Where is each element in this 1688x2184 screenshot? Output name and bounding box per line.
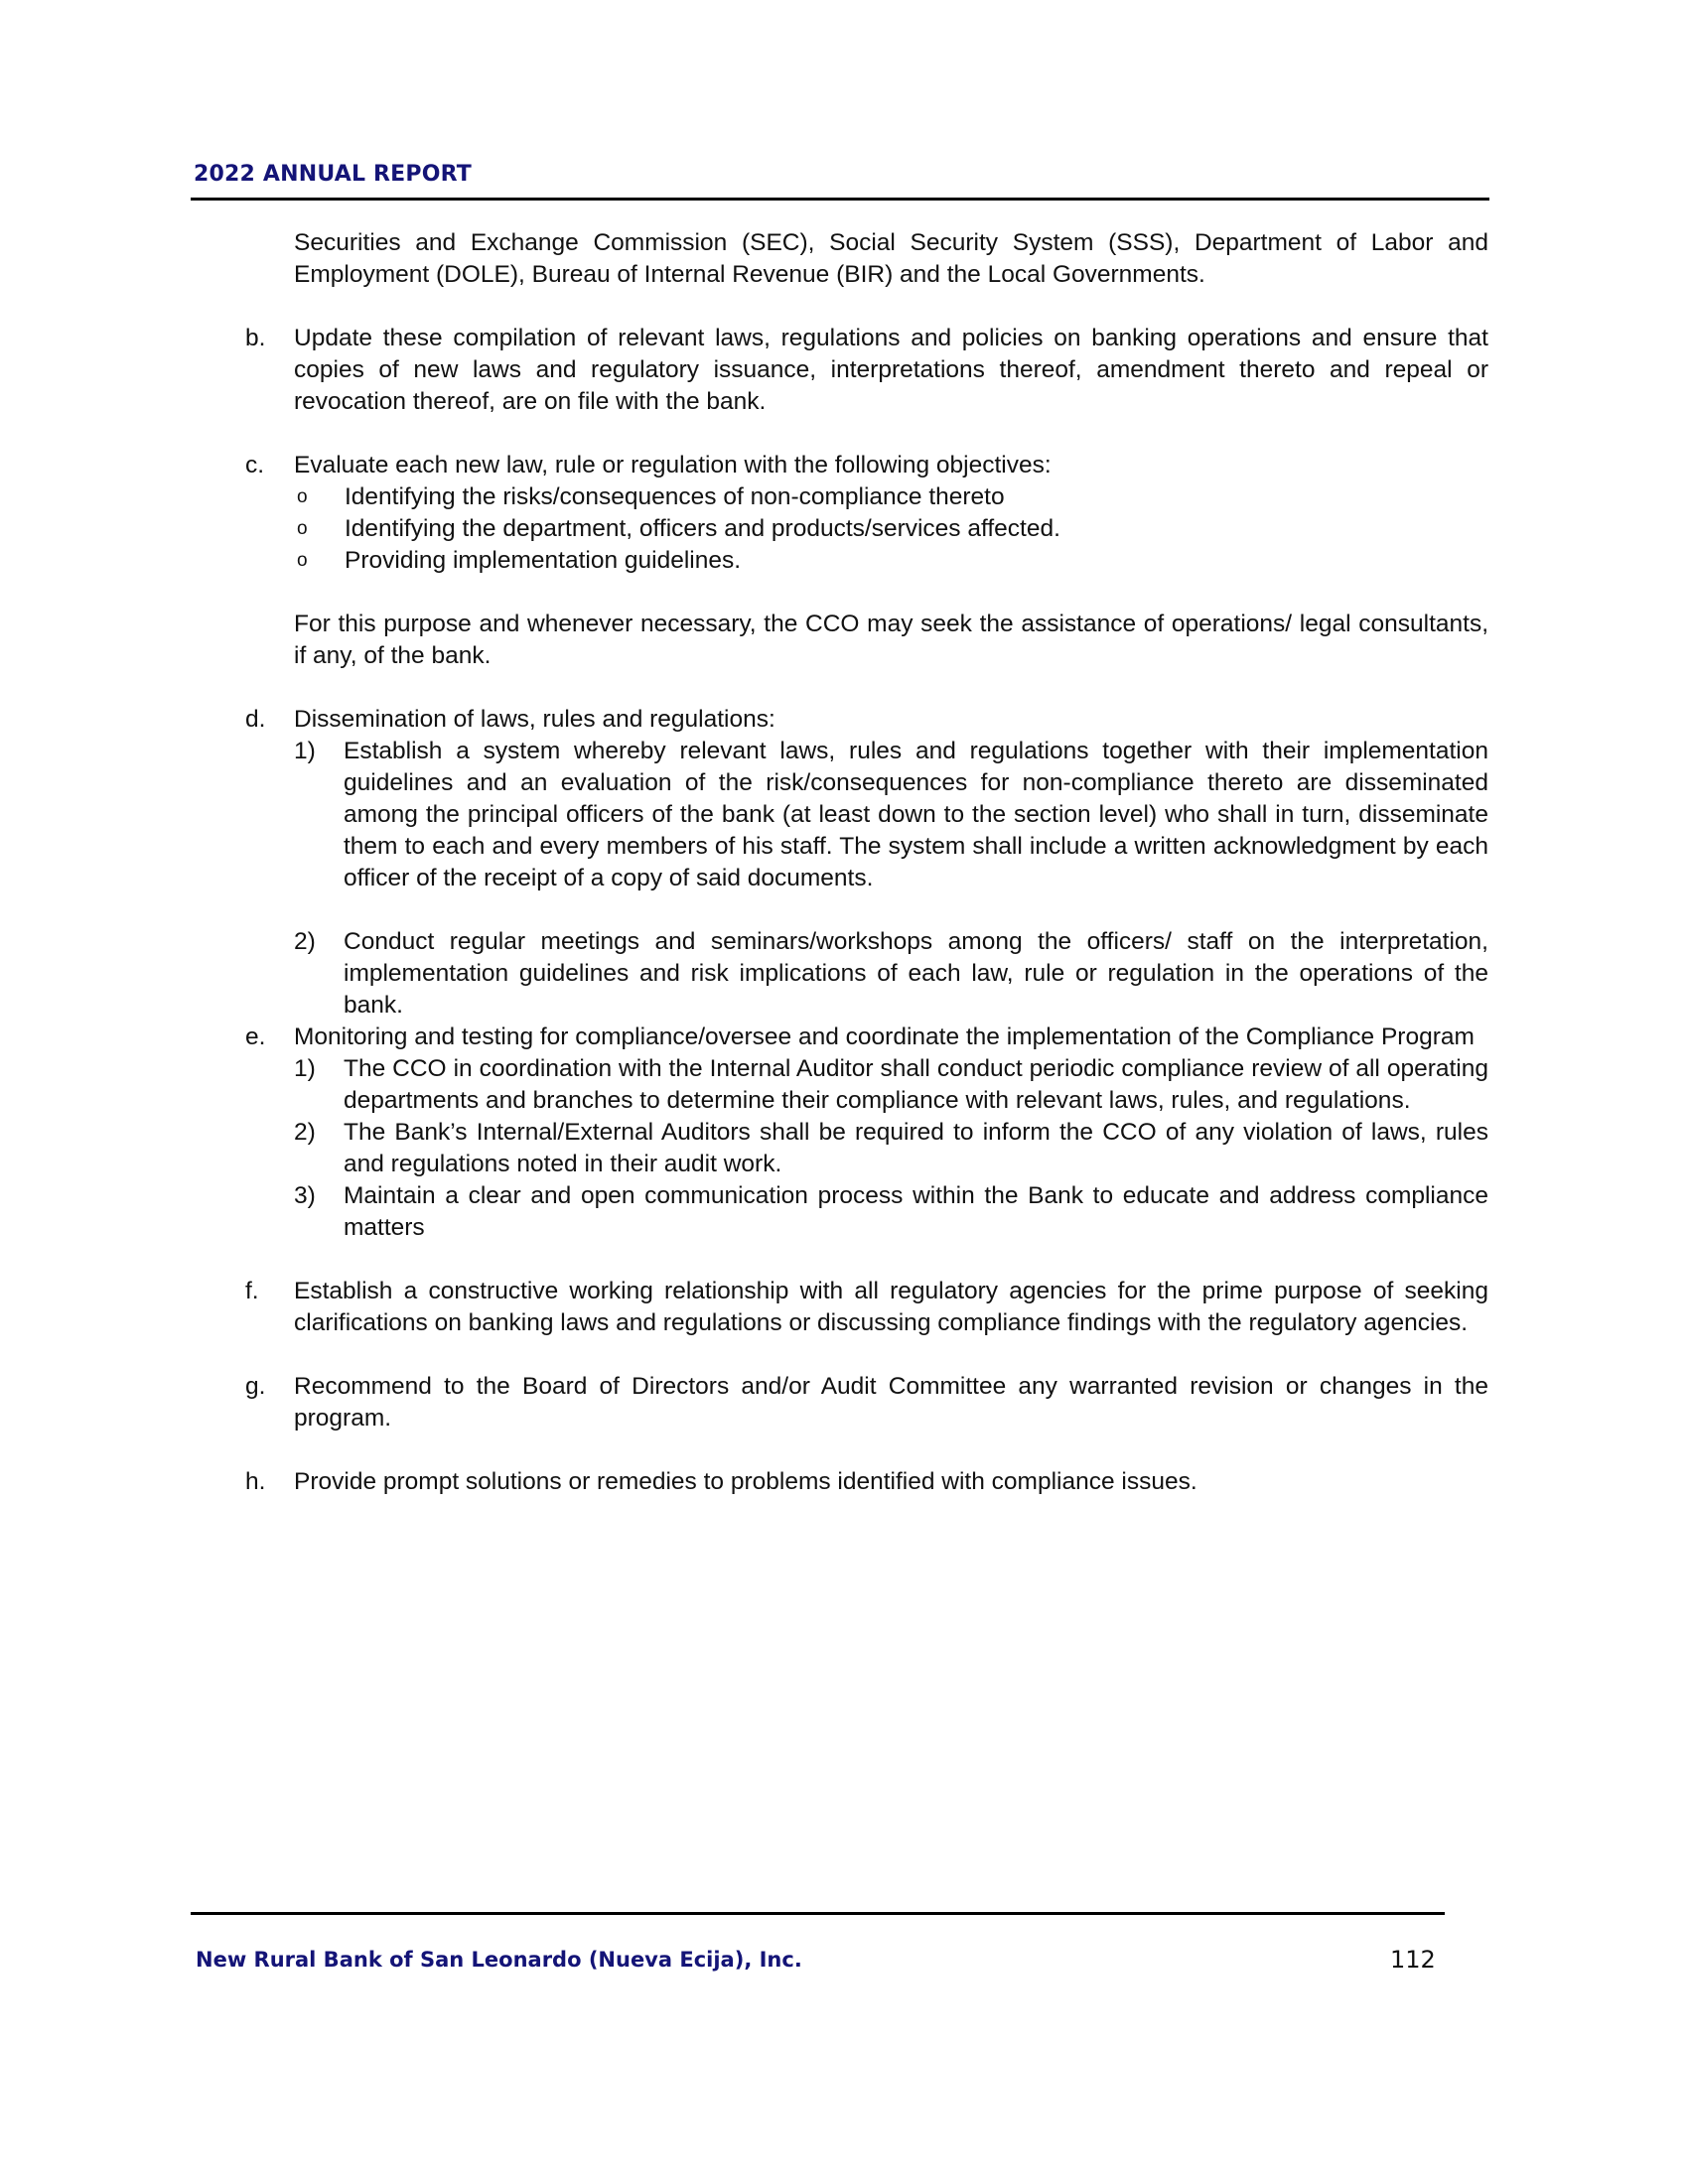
- footer-organization-name: New Rural Bank of San Leonardo (Nueva Ecija), Inc.: [196, 1948, 802, 1972]
- subitem-text: Establish a system whereby relevant laws, rules and regulations together with their implementation guidelines and an evaluation of the risk/consequences for non-compliance thereto are disseminated among the principal officers of the bank (at least down to the section level) who shall in turn, disseminate them to each and every members of his staff. The system shall include a written acknowledgment by each officer of the receipt of a copy of said documents.: [344, 738, 1488, 891]
- list-item-text: Establish a constructive working relationship with all regulatory agencies for the prime purpose of seeking clarifications on banking laws and regulations or discussing compliance findings with the regulatory agencies.: [294, 1278, 1488, 1336]
- list-marker: d.: [245, 706, 266, 733]
- list-item-d: [245, 704, 1488, 1022]
- hollow-bullet-icon: o: [297, 550, 308, 571]
- spacer: [245, 1244, 1488, 1276]
- bullet-item: [245, 545, 1488, 577]
- list-marker: g.: [245, 1373, 266, 1400]
- subitem-text: Maintain a clear and open communication process within the Bank to educate and address compliance matters: [344, 1182, 1488, 1241]
- list-marker: e.: [245, 1024, 266, 1050]
- subitem-marker: 3): [294, 1182, 316, 1209]
- numbered-subitem: [294, 926, 1488, 1022]
- bullet-item: [245, 481, 1488, 513]
- spacer: [245, 577, 1488, 609]
- list-item-f: [245, 1276, 1488, 1339]
- subitem-text: Conduct regular meetings and seminars/workshops among the officers/ staff on the interpretation, implementation guidelines and risk implications of each law, rule or regulation in the operations of the bank.: [344, 928, 1488, 1019]
- list-marker: b.: [245, 325, 266, 351]
- numbered-subitem: [294, 1117, 1488, 1180]
- bullet-text: Providing implementation guidelines.: [345, 547, 742, 574]
- bullet-text: Identifying the department, officers and products/services affected.: [345, 515, 1060, 542]
- list-item-c: [245, 450, 1488, 481]
- spacer: [245, 672, 1488, 704]
- list-item-text: Provide prompt solutions or remedies to problems identified with compliance issues.: [294, 1468, 1197, 1495]
- list-marker: h.: [245, 1468, 266, 1495]
- list-item-b: [245, 323, 1488, 418]
- footer-divider: [191, 1912, 1445, 1915]
- subitem-text: The CCO in coordination with the Internal Auditor shall conduct periodic compliance review of all operating departments and branches to determine their compliance with relevant laws, rules, and regulations.: [344, 1055, 1488, 1114]
- page-number: 112: [1390, 1946, 1436, 1974]
- subitem-marker: 2): [294, 1119, 316, 1146]
- bullet-item: [245, 513, 1488, 545]
- numbered-subitem: [294, 736, 1488, 894]
- header-divider: [191, 198, 1489, 201]
- subitem-marker: 2): [294, 928, 316, 955]
- spacer: [245, 291, 1488, 323]
- subitem-marker: 1): [294, 738, 316, 764]
- subitem-marker: 1): [294, 1055, 316, 1082]
- list-item-e: [245, 1022, 1488, 1244]
- list-item-g: [245, 1371, 1488, 1434]
- list-marker: f.: [245, 1278, 259, 1304]
- numbered-subitem: [294, 1180, 1488, 1244]
- numbered-subitem: [294, 1053, 1488, 1117]
- list-item-h: [245, 1466, 1488, 1498]
- bullet-text: Identifying the risks/consequences of non-compliance thereto: [345, 483, 1005, 510]
- hollow-bullet-icon: o: [297, 518, 308, 539]
- report-header-title: 2022 ANNUAL REPORT: [194, 162, 472, 187]
- spacer: [245, 418, 1488, 450]
- list-item-text: Dissemination of laws, rules and regulations:: [294, 706, 775, 733]
- list-item-text: Monitoring and testing for compliance/oversee and coordinate the implementation of the Compliance Program: [294, 1024, 1475, 1050]
- subitem-text: The Bank’s Internal/External Auditors shall be required to inform the CCO of any violation of laws, rules and regulations noted in their audit work.: [344, 1119, 1488, 1177]
- c-note-paragraph: For this purpose and whenever necessary, the CCO may seek the assistance of operations/ legal consultants, if any, of the bank.: [294, 611, 1488, 669]
- list-item-text: Evaluate each new law, rule or regulation with the following objectives:: [294, 452, 1052, 478]
- spacer: [294, 894, 1488, 926]
- list-marker: c.: [245, 452, 265, 478]
- list-item-text: Update these compilation of relevant laws, regulations and policies on banking operations and ensure that copies of new laws and regulatory issuance, interpretations thereof, amendment thereto and repeal or revocation thereof, are on file with the bank.: [294, 325, 1488, 415]
- document-body: [245, 227, 1488, 1498]
- list-item-text: Recommend to the Board of Directors and/or Audit Committee any warranted revision or changes in the program.: [294, 1373, 1488, 1432]
- spacer: [245, 1434, 1488, 1466]
- intro-paragraph: Securities and Exchange Commission (SEC), Social Security System (SSS), Department of Labor and Employment (DOLE), Bureau of Internal Revenue (BIR) and the Local Governments.: [294, 229, 1488, 288]
- hollow-bullet-icon: o: [297, 486, 308, 507]
- spacer: [245, 1339, 1488, 1371]
